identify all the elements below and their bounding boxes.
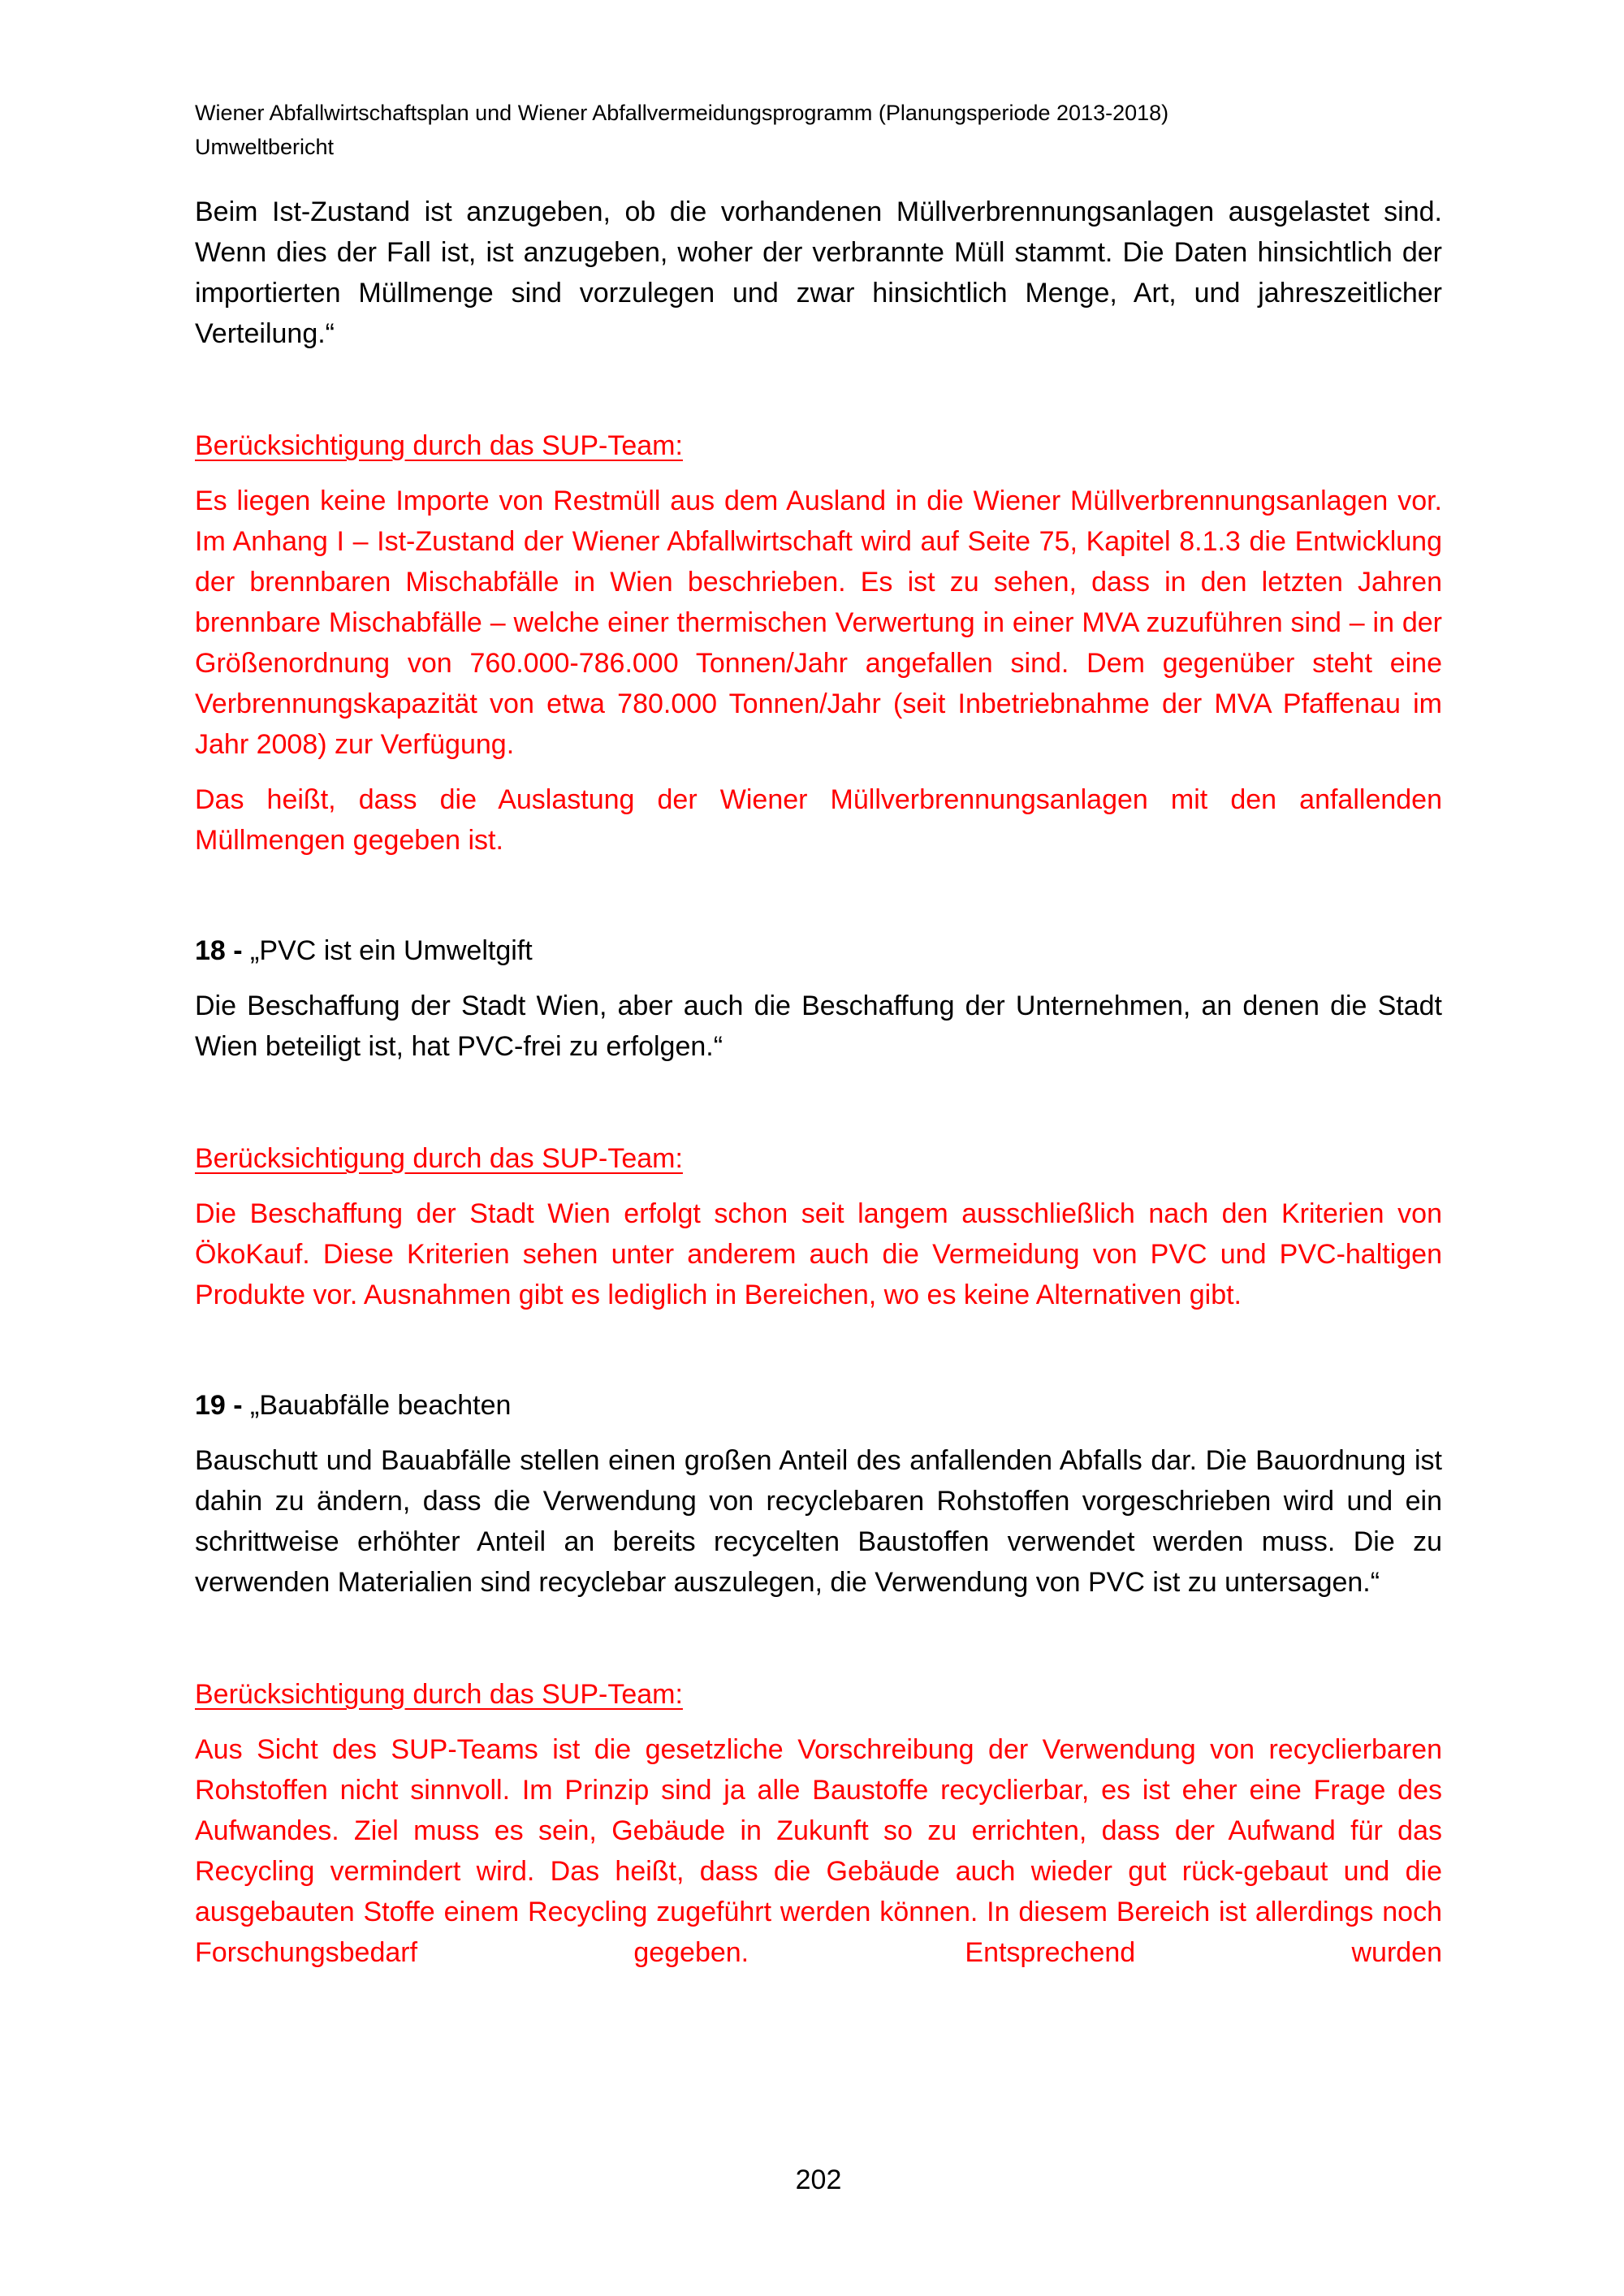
item-body: Die Beschaffung der Stadt Wien, aber auch die Beschaffung der Unternehmen, an denen die Stadt Wien beteiligt ist, hat PVC-frei zu erfolgen.“ <box>195 990 1442 1062</box>
response-heading: Berücksichtigung durch das SUP-Team: <box>195 1679 683 1710</box>
item-heading <box>195 930 1442 971</box>
response-paragraph: Es liegen keine Importe von Restmüll aus dem Ausland in die Wiener Müllverbrennungsanlagen vor. Im Anhang I – Ist-Zustand der Wiener Abfallwirtschaft wird auf Seite 75, Kapitel 8.1.3 die Entwicklung der brennbaren Mischabfälle in Wien beschrieben. Es ist zu sehen, dass in den letzten Jahren brennbare Mischabfälle – welche einer thermischen Verwertung in einer MVA zuzuführen sind – in der Größenordnung von 760.000-786.000 Tonnen/Jahr angefallen sind. Dem gegenüber steht eine Verbrennungskapazität von etwa 780.000 Tonnen/Jahr (seit Inbetriebnahme der MVA Pfaffenau im Jahr 2008) zur Verfügung. <box>195 486 1442 760</box>
response-heading: Berücksichtigung durch das SUP-Team: <box>195 430 683 461</box>
page-number: 202 <box>795 2164 842 2195</box>
page-header <box>195 96 1442 164</box>
response-heading: Berücksichtigung durch das SUP-Team: <box>195 1143 683 1174</box>
response-paragraph: Das heißt, dass die Auslastung der Wiener Müllverbrennungsanlagen mit den anfallenden Müllmengen gegeben ist. <box>195 784 1442 856</box>
header-title: Wiener Abfallwirtschaftsplan und Wiener Abfallvermeidungsprogramm (Planungsperiode 2013-2018) <box>195 101 1169 125</box>
item-title: „PVC ist ein Umweltgift <box>250 935 533 966</box>
document-page <box>195 0 1442 2296</box>
header-subtitle: Umweltbericht <box>195 135 335 159</box>
item-number: 19 - <box>195 1390 243 1421</box>
item-heading <box>195 1385 1442 1426</box>
item-body: Bauschutt und Bauabfälle stellen einen großen Anteil des anfallenden Abfalls dar. Die Bauordnung ist dahin zu ändern, dass die Verwendung von recyclebaren Rohstoffen vorgeschrieben wird und ein schrittweise erhöhter Anteil an bereits recycelten Baustoffen verwendet werden muss. Die zu verwenden Materialien sind recyclebar auszulegen, die Verwendung von PVC ist zu untersagen.“ <box>195 1445 1442 1598</box>
item-number: 18 - <box>195 935 243 966</box>
intro-paragraph: Beim Ist-Zustand ist anzugeben, ob die vorhandenen Müllverbrennungsanlagen ausgelastet sind. Wenn dies der Fall ist, ist anzugeben, woher der verbrannte Müll stammt. Die Daten hinsichtlich der importierten Müllmenge sind vorzulegen und zwar hinsichtlich Menge, Art, und jahreszeitlicher Verteilung.“ <box>195 196 1442 349</box>
response-paragraph: Die Beschaffung der Stadt Wien erfolgt schon seit langem ausschließlich nach den Kriterien von ÖkoKauf. Diese Kriterien sehen unter anderem auch die Vermeidung von PVC und PVC-haltigen Produkte vor. Ausnahmen gibt es lediglich in Bereichen, wo es keine Alternativen gibt. <box>195 1198 1442 1310</box>
response-paragraph: Aus Sicht des SUP-Teams ist die gesetzliche Vorschreibung der Verwendung von recyclierbaren Rohstoffen nicht sinnvoll. Im Prinzip sind ja alle Baustoffe recyclierbar, es ist eher eine Frage des Aufwandes. Ziel muss es sein, Gebäude in Zukunft so zu errichten, dass der Aufwand für das Recycling vermindert wird. Das heißt, dass die Gebäude auch wieder gut rück-gebaut und die ausgebauten Stoffe einem Recycling zugeführt werden können. In diesem Bereich ist allerdings noch Forschungsbedarf gegeben. Entsprechend wurden <box>195 1734 1442 1968</box>
page-content <box>195 192 1442 1973</box>
item-title: „Bauabfälle beachten <box>250 1390 512 1421</box>
